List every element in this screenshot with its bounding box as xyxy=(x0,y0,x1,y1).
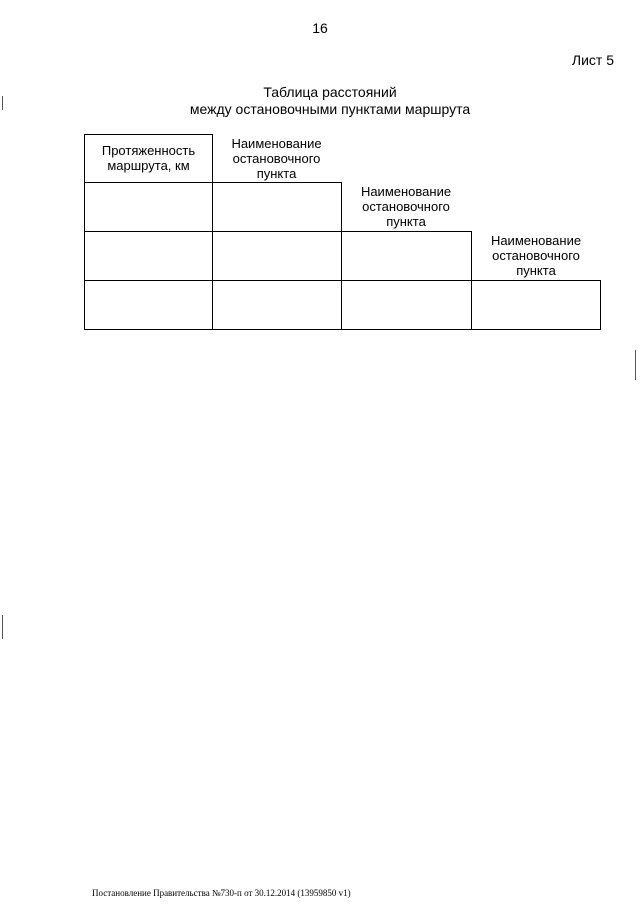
stop-name-line1: Наименование xyxy=(231,136,322,151)
stop-name-line3: пункта xyxy=(516,263,556,278)
table-title-line1: Таблица расстояний xyxy=(263,84,397,100)
table-row-line-3 xyxy=(84,280,601,281)
page-number: 16 xyxy=(312,20,328,36)
table-border-top xyxy=(84,134,213,135)
header-stop-name-2 xyxy=(341,184,471,229)
stop-name-line3: пункта xyxy=(386,214,426,229)
stop-name-line2: остановочного xyxy=(232,151,321,166)
header-route-length xyxy=(84,143,213,173)
footer-note: Постановление Правительства №730-п от 30.12.2014 (13959850 v1) xyxy=(92,888,351,898)
scan-edge-mark xyxy=(2,615,3,639)
stop-name-line1: Наименование xyxy=(360,184,452,199)
stop-name-line2: остановочного xyxy=(492,248,580,263)
stop-name-line1: Наименование xyxy=(490,233,582,248)
header-stop-name-3 xyxy=(471,233,601,278)
scan-edge-mark xyxy=(2,96,3,110)
table-row-line-1 xyxy=(84,182,342,183)
table-border-bottom xyxy=(84,329,601,330)
table-title xyxy=(0,84,640,118)
header-stop-name-1 xyxy=(212,136,341,181)
table-row-line-2 xyxy=(84,231,472,232)
sheet-label: Лист 5 xyxy=(571,52,614,68)
header-route-length-line1: Протяженность xyxy=(101,143,196,158)
header-route-length-line2: маршрута, км xyxy=(107,158,190,173)
scan-edge-mark xyxy=(635,350,636,380)
table-border-right xyxy=(600,280,601,330)
stop-name-line3: пункта xyxy=(256,166,297,181)
stop-name-line2: остановочного xyxy=(362,199,450,214)
table-title-line2: между остановочными пунктами маршрута xyxy=(189,101,471,117)
